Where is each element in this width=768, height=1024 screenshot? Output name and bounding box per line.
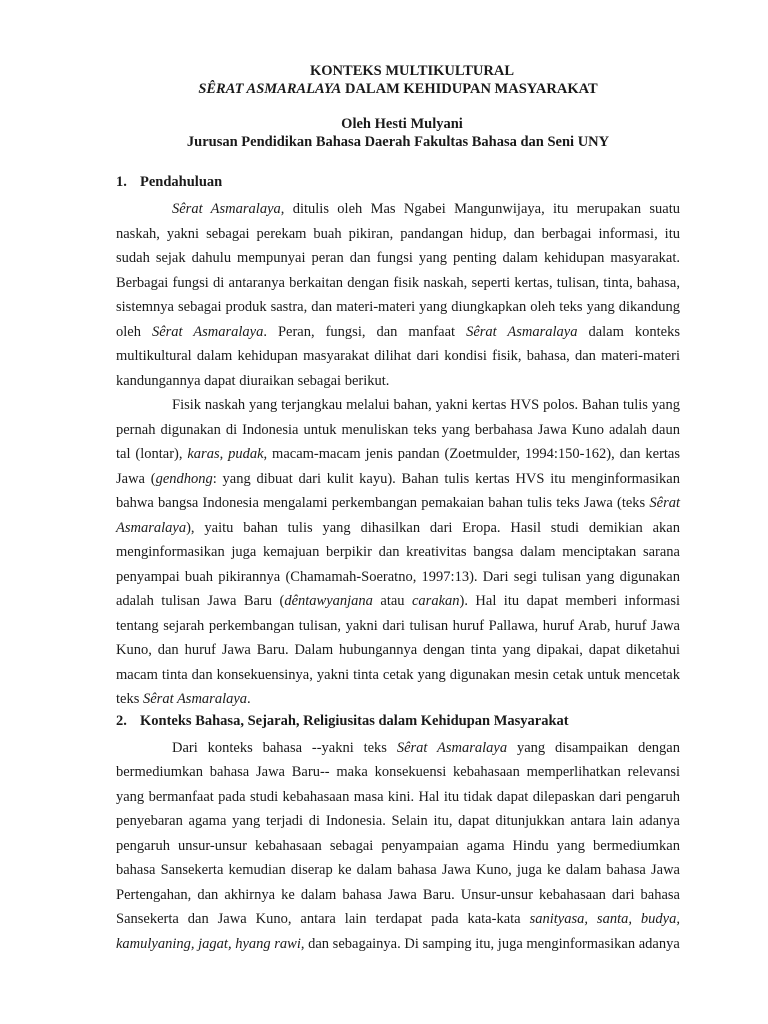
title-italic-part: SÊRAT ASMARALAYA (198, 81, 342, 97)
text-run: : yang dibuat dari kulit kayu). Bahan tulis kertas HVS itu menginformasikan bahwa bangsa Indonesia mengalami perkembangan pemakaian bahan tulis teks Jawa (teks (116, 470, 680, 511)
section-heading-konteks-bahasa (116, 712, 680, 730)
text-run: . (247, 691, 251, 707)
italic-run: Sêrat Asmaralaya (142, 691, 248, 707)
italic-run: dêntawyanjana (284, 593, 373, 609)
italic-run: sanityasa, santa, budya, kamulyaning, jagat, hyang rawi (116, 911, 680, 952)
text-run: , dan sebagainya. Di samping itu, juga menginformasikan adanya (300, 935, 680, 952)
text-run: ), yaitu bahan tulis yang dihasilkan dari Eropa. Hasil studi demikian akan menginformasikan juga kemajuan berpikir dan kreativitas bangsa dalam menciptakan sarana penyampai buah pikirannya (Chamamah-Soeratno, 1997:13). Dari segi tulisan yang digunakan adalah tulisan Jawa Baru ( (116, 519, 680, 609)
text-run: , ditulis oleh Mas Ngabei Mangunwijaya, itu merupakan suatu naskah, yakni sebagai perekam buah pikiran, pandangan hidup, dan berbagai informasi, itu sudah sejak dahulu mempunyai peran dan fungsi yang penting dalam kehidupan masyarakat. Berbagai fungsi di antaranya berkaitan dengan fisik naskah, seperti kertas, tulisan, tinta, bahasa, sistemnya sebagai produk sastra, dan materi-materi yang diungkapkan oleh teks yang dikandung oleh (116, 201, 680, 340)
italic-run: Sêrat Asmaralaya (172, 201, 281, 217)
text-run: dalam konteks multikultural dalam kehidupan masyarakat dilihat dari kondisi fisik, bahasa, dan materi-materi kandungannya dapat diuraikan sebagai berikut. (116, 323, 680, 389)
italic-run: carakan (412, 593, 460, 609)
title-line-2 (116, 80, 680, 98)
paragraph (116, 197, 680, 393)
italic-run: Sêrat Asmaralaya (466, 323, 578, 340)
section-title: Pendahuluan (140, 174, 223, 190)
italic-run: Sêrat Asmaralaya (116, 495, 680, 536)
author-block (116, 115, 680, 151)
document-title (116, 62, 680, 98)
italic-run: pudak (228, 446, 264, 462)
text-run: . Peran, fungsi, dan manfaat (263, 323, 467, 340)
italic-run: Sêrat Asmaralaya (396, 739, 508, 756)
text-run: , (219, 446, 229, 462)
text-run: atau (372, 593, 412, 609)
italic-run: karas (187, 446, 220, 462)
paragraph (116, 393, 680, 712)
author-affiliation: Jurusan Pendidikan Bahasa Daerah Fakultas Bahasa dan Seni UNY (186, 134, 610, 150)
text-run: ). Hal itu dapat memberi informasi tentang sejarah perkembangan tulisan, yakni dari tulisan huruf Pallawa, huruf Arab, huruf Jawa Kuno, dan huruf Jawa Baru. Dalam hubungannya dengan tinta yang dipakai, dapat diketahui macam tinta dan konsekuensinya, yakni tinta cetak yang digunakan mesin cetak untuk mencetak teks (116, 593, 680, 707)
section-number: 1. (116, 174, 127, 190)
section-title: Konteks Bahasa, Sejarah, Religiusitas dalam Kehidupan Masyarakat (140, 712, 569, 729)
italic-run: gendhong (155, 470, 213, 487)
text-run: Fisik naskah yang terjangkau melalui bahan, yakni kertas HVS polos. Bahan tulis yang pernah digunakan di Indonesia untuk menuliskan teks yang berbahasa Jawa Kuno adalah daun tal (lontar), (116, 397, 680, 462)
text-run: , macam-macam jenis pandan (Zoetmulder, 1994:150-162), dan kertas Jawa ( (116, 446, 681, 487)
text-run: Dari konteks bahasa --yakni teks (172, 739, 397, 756)
italic-run: Sêrat Asmaralaya (151, 323, 264, 340)
paragraph (116, 736, 680, 957)
text-run: yang disampaikan dengan bermediumkan bahasa Jawa Baru-- maka konsekuensi kebahasaan memperlihatkan relevansi yang bermanfaat pada studi kebahasaan masa kini. Hal itu tidak dapat dilepaskan dari pengaruh penyebaran agama yang terjadi di Indonesia. Selain itu, dapat ditunjukkan antara lain adanya pengaruh unsur-unsur kebahasaan sebagai penyampaian agama Hindu yang bermediumkan bahasa Sansekerta kemudian diserap ke dalam bahasa Jawa Kuno, juga ke dalam bahasa Jawa Pertengahan, dan akhirnya ke dalam bahasa Jawa Baru. Unsur-unsur kebahasaan dari bahasa Sansekerta dan Jawa Kuno, antara lain terdapat pada kata-kata (116, 739, 680, 927)
section-heading-pendahuluan (116, 173, 680, 191)
author-name: Oleh Hesti Mulyani (341, 116, 463, 132)
section-number: 2. (116, 712, 127, 729)
title-line-1: KONTEKS MULTIKULTURAL (310, 63, 514, 79)
title-rest-part: DALAM KEHIDUPAN MASYARAKAT (341, 81, 598, 97)
